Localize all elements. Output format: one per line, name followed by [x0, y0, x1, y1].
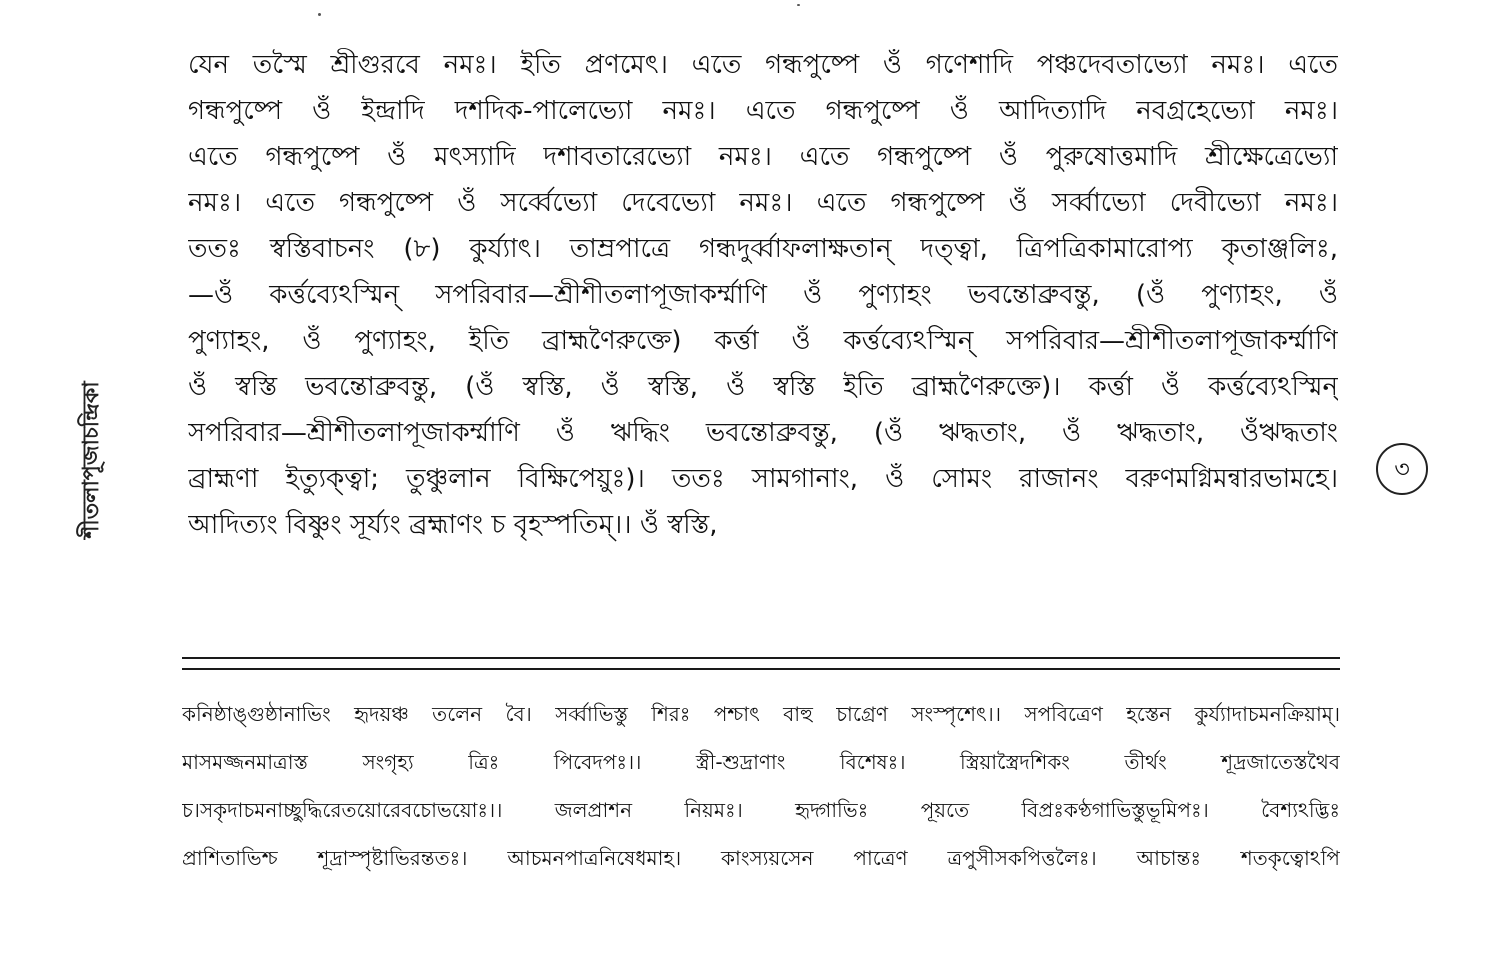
- text-line: পুণ্যাহং, ওঁ পুণ্যাহং, ইতি ব্রাহ্মণৈরুক্তে) কর্ত্তা ওঁ কর্ত্তব্যেঽস্মিন্ সপরিবার—শ্রীশীতলাপূজাকর্ম্মাণি: [188, 326, 1338, 356]
- text-line: এতে গন্ধপুষ্পে ওঁ মৎস্যাদি দশাবতারেভ্যো নমঃ। এতে গন্ধপুষ্পে ওঁ পুরুষোত্তমাদি শ্রীক্ষেত্রেভ্যো: [188, 142, 1338, 172]
- footnote-line: প্রাশিতাভিশ্চ শূদ্রাস্পৃষ্টাভিরন্ততঃ। আচমনপাত্রনিষেধমাহ। কাংস্যয়সেন পাত্রেণ ত্রপুসীসকপিত্তলৈঃ। আচান্তঃ শতকৃত্বোঽপি: [182, 846, 1340, 870]
- print-speck: [318, 13, 321, 16]
- page-number: ৩: [1376, 443, 1428, 495]
- text-line: ততঃ স্বস্তিবাচনং (৮) কুর্য্যাৎ। তাম্রপাত্রে গন্ধদুর্ব্বাফলাক্ষতান্ দত্ত্বা, ত্রিপত্রিকামারোপ্য কৃতাঞ্জলিঃ,: [188, 234, 1338, 264]
- footnote-line: কনিষ্ঠাঙ্গুষ্ঠানাভিং হৃদয়ঞ্চ তলেন বৈ। সর্ব্বাভিস্তু শিরঃ পশ্চাৎ বাহু চাগ্রেণ সংস্পৃশেৎ।। সপবিত্রেণ হস্তেন কুর্য্যাদাচমনক্রিয়াম্।: [182, 702, 1340, 726]
- print-speck: [797, 4, 800, 6]
- text-line: গন্ধপুষ্পে ওঁ ইন্দ্রাদি দশদিক-পালেভ্যো নমঃ। এতে গন্ধপুষ্পে ওঁ আদিত্যাদি নবগ্রহেভ্যো নমঃ।: [188, 96, 1338, 126]
- text-line: ব্রাহ্মণা ইত্যুক্ত্বা; তুঞ্চুলান বিক্ষিপেয়ুঃ)। ততঃ সামগানাং, ওঁ সোমং রাজানং বরুণমগ্নিমন্বারভামহে।: [188, 464, 1338, 494]
- text-line: যেন তস্মৈ শ্রীগুরবে নমঃ। ইতি প্রণমেৎ। এতে গন্ধপুষ্পে ওঁ গণেশাদি পঞ্চদেবতাভ্যো নমঃ। এতে: [188, 50, 1338, 80]
- footnote-divider-bottom: [182, 668, 1340, 670]
- text-line: আদিত্যং বিষ্ণুং সূর্য্যং ব্রহ্মাণং চ বৃহস্পতিম্।। ওঁ স্বস্তি,: [188, 510, 718, 540]
- footnote-line: মাসমজ্জনমাত্রাস্ত সংগৃহ্য ত্রিঃ পিবেদপঃ।। স্ত্রী-শুদ্রাণাং বিশেষঃ। স্ত্রিয়াস্ত্রৈদশিকং তীর্থং শূদ্রজাতেস্তথৈব: [182, 750, 1340, 774]
- text-line: সপরিবার—শ্রীশীতলাপূজাকর্ম্মাণি ওঁ ঋদ্ধিং ভবন্তোব্রুবন্তু, (ওঁ ঋদ্ধতাং, ওঁ ঋদ্ধতাং, ওঁঋদ্ধতাং: [188, 418, 1338, 448]
- footnote-block: [182, 690, 1340, 882]
- main-text-block: [188, 42, 1338, 548]
- footnote-line: চ।সকৃদাচমনাচ্ছুদ্ধিরেতয়োরেবচোভয়োঃ।। জলপ্রাশন নিয়মঃ। হৃদ্গাভিঃ পূয়তে বিপ্রঃকণ্ঠগাভিস্তুভূমিপঃ। বৈশ্যঽদ্ভিঃ: [182, 798, 1340, 822]
- running-title: শীতলাপূজাচন্দ্রিকা: [79, 381, 104, 539]
- text-line: —ওঁ কর্ত্তব্যেঽস্মিন্ সপরিবার—শ্রীশীতলাপূজাকর্ম্মাণি ওঁ পুণ্যাহং ভবন্তোব্রুবন্তু, (ওঁ পুণ্যাহং, ওঁ: [188, 280, 1338, 310]
- footnote-divider-top: [182, 657, 1340, 659]
- text-line: নমঃ। এতে গন্ধপুষ্পে ওঁ সর্ব্বেভ্যো দেবেভ্যো নমঃ। এতে গন্ধপুষ্পে ওঁ সর্ব্বাভ্যো দেবীভ্যো নমঃ।: [188, 188, 1338, 218]
- text-line: ওঁ স্বস্তি ভবন্তোব্রুবন্তু, (ওঁ স্বস্তি, ওঁ স্বস্তি, ওঁ স্বস্তি ইতি ব্রাহ্মণৈরুক্তে)। কর্ত্তা ওঁ কর্ত্তব্যেঽস্মিন্: [188, 372, 1338, 402]
